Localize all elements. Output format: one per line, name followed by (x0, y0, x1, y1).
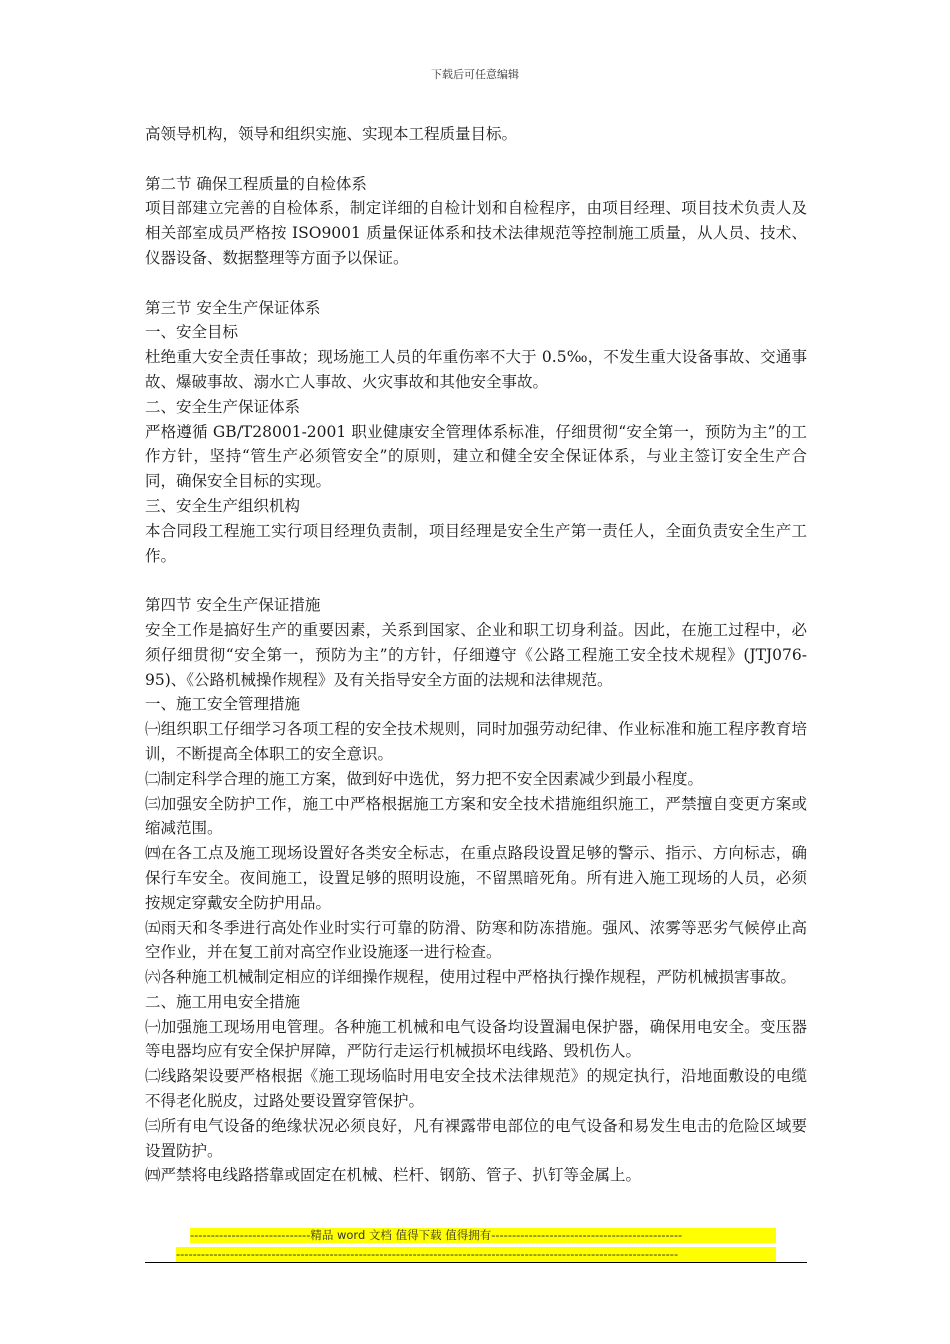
subheading: 三、安全生产组织机构 (145, 496, 301, 515)
list-item: ㈠加强施工现场用电管理。各种施工机械和电气设备均设置漏电保护器，确保用电安全。变压器等电器均应有安全保护屏障，严防行走运行机械损坏电线路、毁机伤人。 (145, 1017, 807, 1061)
list-item: ㈣严禁将电线路搭靠或固定在机械、栏杆、钢筋、管子、扒钉等金属上。 (145, 1166, 642, 1185)
footer-rule (145, 1262, 807, 1263)
section-heading: 第四节 安全生产保证措施 (145, 596, 321, 615)
blank-line (145, 147, 807, 172)
paragraph: 高领导机构，领导和组织实施、实现本工程质量目标。 (145, 125, 518, 143)
list-item: ㈣在各工点及施工现场设置好各类安全标志，在重点路段设置足够的警示、指示、方向标志，确保行车安全。夜间施工，设置足够的照明设施，不留黑暗死角。所有进入施工现场的人员，必须按规定穿戴安全防护用品。 (145, 844, 807, 912)
blank-line (145, 271, 807, 296)
list-item: ㈤雨天和冬季进行高处作业时实行可靠的防滑、防寒和防冻措施。强风、浓雾等恶劣气候停止高空作业，并在复工前对高空作业设施逐一进行检查。 (145, 918, 807, 962)
page-header: 下载后可任意编辑 (431, 68, 519, 81)
list-item: ㈢所有电气设备的绝缘状况必须良好，凡有裸露带电部位的电气设备和易发生电击的危险区域要设置防护。 (145, 1116, 807, 1160)
list-item: ㈡线路架设要严格根据《施工现场临时用电安全技术法律规范》的规定执行，沿地面敷设的电缆不得老化脱皮，过路处要设置穿管保护。 (145, 1067, 807, 1111)
document-body (145, 122, 807, 1188)
list-item: ㈠组织职工仔细学习各项工程的安全技术规则，同时加强劳动纪律、作业标准和施工程序教育培训，不断提高全体职工的安全意识。 (145, 720, 807, 763)
section-heading: 第二节 确保工程质量的自检体系 (145, 174, 367, 193)
paragraph: 项目部建立完善的自检体系，制定详细的自检计划和自检程序，由项目经理、项目技术负责人及相关部室成员严格按 ISO9001 质量保证体系和技术法律规范等控制施工质量，从人员、技术、仪器设备、数据整理等方面予以保证。 (145, 199, 807, 267)
subheading: 一、安全目标 (145, 323, 239, 342)
list-item: ㈥各种施工机械制定相应的详细操作规程，使用过程中严格执行操作规程，严防机械损害事故。 (145, 968, 797, 987)
paragraph: 本合同段工程施工实行项目经理负责制，项目经理是安全生产第一责任人，全面负责安全生产工作。 (145, 521, 807, 565)
footer-dash-line: ------------------------------------------------------------------------------------------------------------------------- (176, 1247, 776, 1262)
section-heading: 第三节 安全生产保证体系 (145, 298, 321, 317)
page-footer (176, 1228, 776, 1266)
list-item: ㈢加强安全防护工作，施工中严格根据施工方案和安全技术措施组织施工，严禁擅自变更方案或缩减范围。 (145, 794, 807, 838)
paragraph: 严格遵循 GB/T28001-2001 职业健康安全管理体系标准，仔细贯彻“安全第一，预防为主”的工作方针，坚持“管生产必须管安全”的原则，建立和健全安全保证体系，与业主签订安全生产合同，确保安全目标的实现。 (145, 422, 807, 491)
list-item: ㈡制定科学合理的施工方案，做到好中选优，努力把不安全因素减少到最小程度。 (145, 769, 704, 788)
paragraph: 安全工作是搞好生产的重要因素，关系到国家、企业和职工切身利益。因此，在施工过程中，必须仔细贯彻“安全第一，预防为主”的方针，仔细遵守《公路工程施工安全技术规程》(JTJ076-95)、《公路机械操作规程》及有关指导安全方面的法规和法律规范。 (145, 620, 807, 689)
subheading: 二、施工用电安全措施 (145, 992, 301, 1011)
blank-line (145, 568, 807, 593)
subheading: 一、施工安全管理措施 (145, 695, 301, 714)
subheading: 二、安全生产保证体系 (145, 397, 301, 416)
footer-banner-line: -----------------------------精品 word 文档 值得下载 值得拥有---------------------------------------------- (190, 1228, 776, 1243)
paragraph: 杜绝重大安全责任事故；现场施工人员的年重伤率不大于 0.5‰，不发生重大设备事故、交通事故、爆破事故、溺水亡人事故、火灾事故和其他安全事故。 (145, 348, 807, 391)
